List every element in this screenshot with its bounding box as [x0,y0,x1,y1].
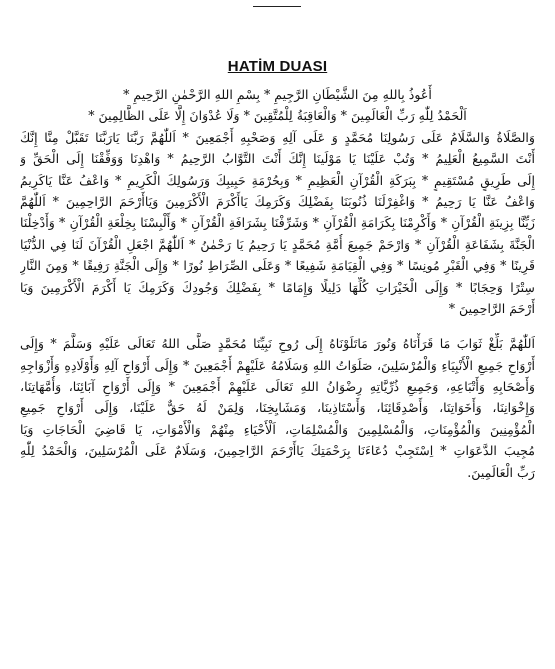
prayer-line: الْجَنَّةَ بِشَفَاعَةِ الْقُرْآنِ * وَارْحَمْ جَمِيعَ أُمَّةِ مُحَمَّدٍ يَا رَحِيمُ يَا رَحْمٰنُ * اَللّٰهُمَّ اجْعَلِ الْقُرْآنَ لَنَا فِي الدُّنْيَا [20,236,535,252]
prayer-line: أَنْتَ السَّمِيعُ الْعَلِيمُ * وَتُبْ عَلَيْنَا يَا مَوْلَينَا إِنَّكَ أَنْتَ التَّوَّابُ الرَّحِيمُ * وَاهْدِنَا وَوَفِّقْنَا إِلَى الْحَقِّ وَ [20,151,535,167]
prayer-line: أَرْوَاحِ جَمِيعِ الْأَنْبِيَاءِ وَالْمُرْسَلِينَ، صَلَوَاتُ اللهِ وَسَلَامُهُ عَلَيْهِمْ أَجْمَعِينَ * وَإِلَى أَرْوَاحِ آلِهِ وَأَوْلَادِهِ وَأَزْوَاجِهِ [20,357,535,373]
prayer-line: وَاعْفُ عَنَّا يَا رَحِيمُ * وَاغْفِرْلَنَا ذُنُوبَنَا بِفَضْلِكَ وَكَرَمِكَ يَاأَكْرَمَ الْأَكْرَمِينَ وَيَاأَرْحَمَ الرَّاحِمِينَ * اَللّٰهُمَّ [20,193,535,209]
prayer-line: زَيِّنَّا بِزِينَةِ الْقُرْآنِ * وَأَكْرِمْنَا بِكَرَامَةِ الْقُرْآنِ * وَشَرِّفْنَا بِشَرَافَةِ الْقُرْآنِ * وَأَلْبِسْنَا بِخِلْعَةِ الْقُرْآنِ * وَأَدْخِلْنَا [20,215,535,231]
prayer-line: وَالصَّلَاةُ وَالسَّلَامُ عَلَى رَسُولِنَا مُحَمَّدٍ وَ عَلَى آلِهِ وَصَحْبِهِ أَجْمَعِينَ * اَللّٰهُمَّ رَبَّنَا يَارَبَّنَا تَقَبَّلْ مِنَّا إِنَّكَ [20,129,535,145]
prayer-line: إِلَى طَرِيقٍ مُسْتَقِيمٍ * بِبَرَكَةِ الْقُرْآنِ الْعَظِيمِ * وَبِحُرْمَةِ حَبِيبِكَ وَرَسُولِكَ الْكَرِيمِ * وَاعْفُ عَنَّا يَاكَرِيمُ [20,172,535,188]
prayer-line: اَللّٰهُمَّ بَلِّغْ ثَوَابَ مَا قَرَأْنَاهُ وَنُورَ مَاتَلَوْنَاهُ إِلَى رُوحِ نَبِيِّنَا مُحَمَّدٍ صَلَّى اللهُ تَعَالَى عَلَيْهِ وَسَلَّمَ * وَإِلَى [20,336,535,352]
prayer-line: رَبِّ الْعَالَمِينَ. [467,464,535,480]
prayer-line: اَلْحَمْدُ لِلّٰهِ رَبِّ الْعَالَمِينَ * وَالْعَاقِبَةُ لِلْمُتَّقِينَ * وَلَا عُدْوَانَ إِلَّا عَلَى الظَّالِمِينَ * [88,108,467,124]
prayer-line: وَإِخْوَانِنَا، وَأَخَوَاتِنَا، وَأَصْدِقَائِنَا، وَأَسْتَاذِينَا، وَمَشَايِخِنَا، وَلِمَنْ لَهُ حَقٌّ عَلَيْنَا، وَإِلَى أَرْوَاحِ جَمِيعِ [20,400,535,416]
paragraph-spacer [20,319,535,333]
prayer-text [20,84,535,483]
prayer-line: الْمُؤْمِنِينَ وَالْمُؤْمِنَاتِ، وَالْمُسْلِمِينَ وَالْمُسْلِمَاتِ، اَلْأَحْيَاءِ مِنْهُمْ وَالْأَمْوَاتِ، يَا قَاضِيَ الْحَاجَاتِ وَيَا [20,421,535,437]
prayer-line: أَعُوذُ بِاللهِ مِنَ الشَّيْطَانِ الرَّجِيمِ * بِسْمِ اللهِ الرَّحْمٰنِ الرَّحِيمِ * [123,87,432,102]
prayer-line: أَرْحَمَ الرَّاحِمِينَ * [448,300,535,316]
prayer-line: قَرِينًا * وَفِي الْقَبْرِ مُونِسًا * وَفِي الْقِيَامَةِ شَفِيعًا * وَعَلَى الصِّرَاطِ نُورًا * وَإِلَى الْجَنَّةِ رَفِيقًا * وَمِنَ النَّارِ [20,258,535,274]
prayer-line: سِتْرًا وَحِجَابًا * وَإِلَى الْخَيْرَاتِ كُلِّهَا دَلِيلًا وَإِمَامًا * بِفَضْلِكَ وَجُودِكَ وَكَرَمِكَ يَا أَكْرَمَ الْأَكْرَمِينَ وَيَا [20,279,535,295]
top-divider [253,6,301,7]
prayer-line: وَأَصْحَابِهِ وَأَتْبَاعِهِ، وَجَمِيعِ ذُرِّيَّاتِهِ رِضْوَانُ اللهِ تَعَالَى عَلَيْهِمْ أَجْمَعِينَ * وَإِلَى أَرْوَاحِ آبَائِنَا، وَأُمَّهَاتِنَا، [20,379,535,395]
document-title: HATİM DUASI [227,58,328,75]
prayer-line: مُجِيبَ الدَّعَوَاتِ * اِسْتَجِبْ دُعَاءَنَا بِرَحْمَتِكَ يَاأَرْحَمَ الرَّاحِمِينَ، وَسَلَامٌ عَلَى الْمُرْسَلِينَ، وَالْحَمْدُ لِلّٰهِ [20,443,535,459]
